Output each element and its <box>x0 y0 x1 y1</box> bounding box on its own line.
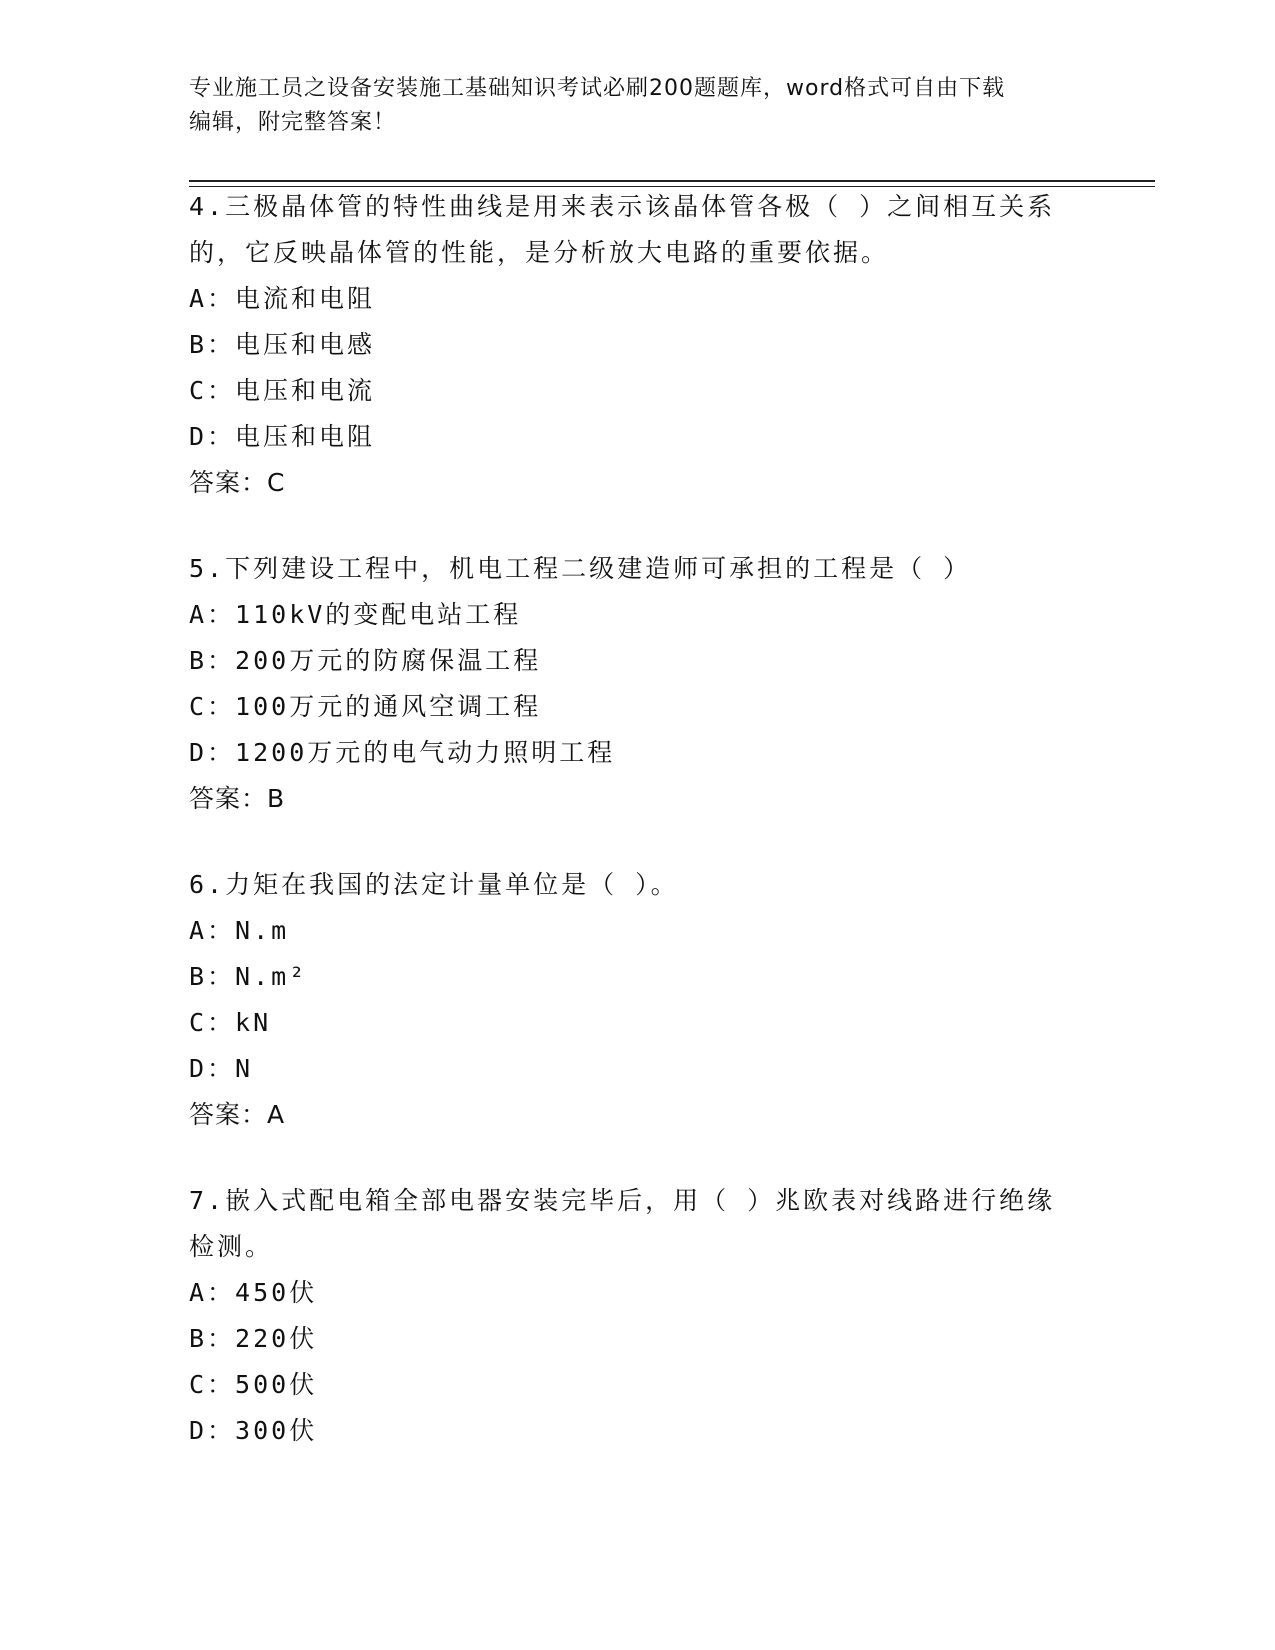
option-c: C：kN <box>189 1008 272 1037</box>
question-stem-line: 的，它反映晶体管的性能，是分析放大电路的重要依据。 <box>189 238 890 267</box>
option-b: B：200万元的防腐保温工程 <box>189 646 542 675</box>
question-stem-line: 检测。 <box>189 1232 274 1261</box>
option-a: A：110kV的变配电站工程 <box>189 600 522 629</box>
question-7 <box>189 1178 1089 1454</box>
answer-line: 答案：A <box>189 1100 286 1129</box>
question-stem-line: 7.嵌入式配电箱全部电器安装完毕后，用（ ）兆欧表对线路进行绝缘 <box>189 1186 1056 1215</box>
header-divider-thick <box>189 180 1155 182</box>
question-stem-line: 5.下列建设工程中，机电工程二级建造师可承担的工程是（ ） <box>189 554 972 583</box>
header-line-1: 专业施工员之设备安装施工基础知识考试必刷200题题库，word格式可自由下载 <box>189 76 1006 101</box>
document-header <box>189 72 1069 140</box>
option-b: B：N.m² <box>189 962 308 991</box>
option-d: D：300伏 <box>189 1416 318 1445</box>
option-c: C：500伏 <box>189 1370 318 1399</box>
question-5 <box>189 546 1089 822</box>
option-d: D：N <box>189 1054 254 1083</box>
option-d: D：电压和电阻 <box>189 422 376 451</box>
option-b: B：220伏 <box>189 1324 318 1353</box>
option-d: D：1200万元的电气动力照明工程 <box>189 738 616 767</box>
option-c: C：100万元的通风空调工程 <box>189 692 542 721</box>
option-a: A：电流和电阻 <box>189 284 376 313</box>
option-b: B：电压和电感 <box>189 330 376 359</box>
option-c: C：电压和电流 <box>189 376 376 405</box>
question-4 <box>189 184 1089 506</box>
question-6 <box>189 862 1089 1138</box>
answer-line: 答案：B <box>189 784 286 813</box>
answer-line: 答案：C <box>189 468 286 497</box>
header-line-2: 编辑，附完整答案！ <box>189 110 397 135</box>
question-stem-line: 4.三极晶体管的特性曲线是用来表示该晶体管各极（ ）之间相互关系 <box>189 192 1056 221</box>
option-a: A：450伏 <box>189 1278 318 1307</box>
option-a: A：N.m <box>189 916 290 945</box>
question-stem-line: 6.力矩在我国的法定计量单位是（ ）。 <box>189 870 679 899</box>
